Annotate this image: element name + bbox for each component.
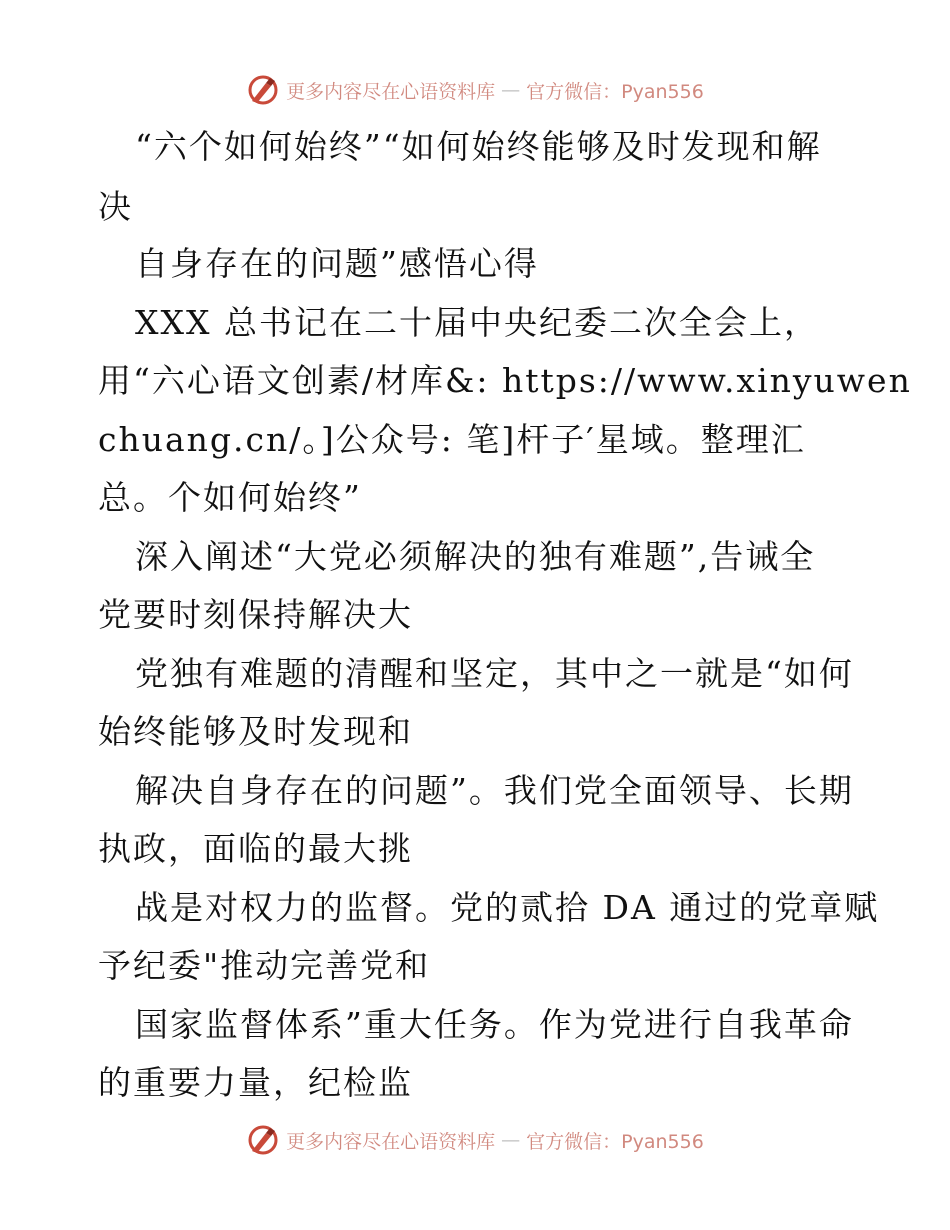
watermark-separator: —: [501, 1129, 521, 1151]
paragraph-line: 予纪委"推动完善党和: [98, 946, 431, 985]
paragraph-line: XXX 总书记在二十届中央纪委二次全会上，: [135, 303, 819, 342]
paragraph-line: 执政，面临的最大挑: [98, 829, 413, 868]
header-watermark: [0, 70, 950, 110]
title-line-3: 自身存在的问题”感悟心得: [135, 244, 539, 283]
paragraph-line: 党要时刻保持解决大: [98, 595, 413, 634]
paragraph-line: chuang.cn/。]公众号: 笔]杆子′星域。整理汇: [98, 420, 806, 459]
paragraph-line: 的重要力量，纪检监: [98, 1063, 413, 1102]
pen-logo-icon: [246, 73, 280, 107]
paragraph-line: 党独有难题的清醒和坚定，其中之一就是“如何: [135, 654, 854, 693]
paragraph-line: 深入阐述“大党必须解决的独有难题”,告诫全: [135, 537, 816, 576]
pen-logo-icon: [246, 1123, 280, 1157]
title-line-2: 决: [98, 187, 133, 226]
watermark-wechat-text: 官方微信：Pyan556: [526, 1130, 704, 1153]
watermark-separator: —: [501, 79, 521, 101]
watermark-site-text: 更多内容尽在心语资料库: [286, 1130, 496, 1153]
footer-watermark: [0, 1120, 950, 1160]
paragraph-line: 国家监督体系”重大任务。作为党进行自我革命: [135, 1005, 854, 1044]
paragraph-line: 始终能够及时发现和: [98, 712, 413, 751]
title-line-1: “六个如何始终”“如何始终能够及时发现和解: [135, 127, 822, 166]
watermark-site-text: 更多内容尽在心语资料库: [286, 80, 496, 103]
paragraph-line: 总。个如何始终”: [98, 478, 362, 517]
watermark-wechat-text: 官方微信：Pyan556: [526, 80, 704, 103]
paragraph-line: 战是对权力的监督。党的贰拾 DA 通过的党章赋: [135, 888, 880, 927]
paragraph-line: 解决自身存在的问题”。我们党全面领导、长期: [135, 771, 854, 810]
paragraph-line: 用“六心语文创素/材库&: https://www.xinyuwen: [98, 361, 912, 400]
